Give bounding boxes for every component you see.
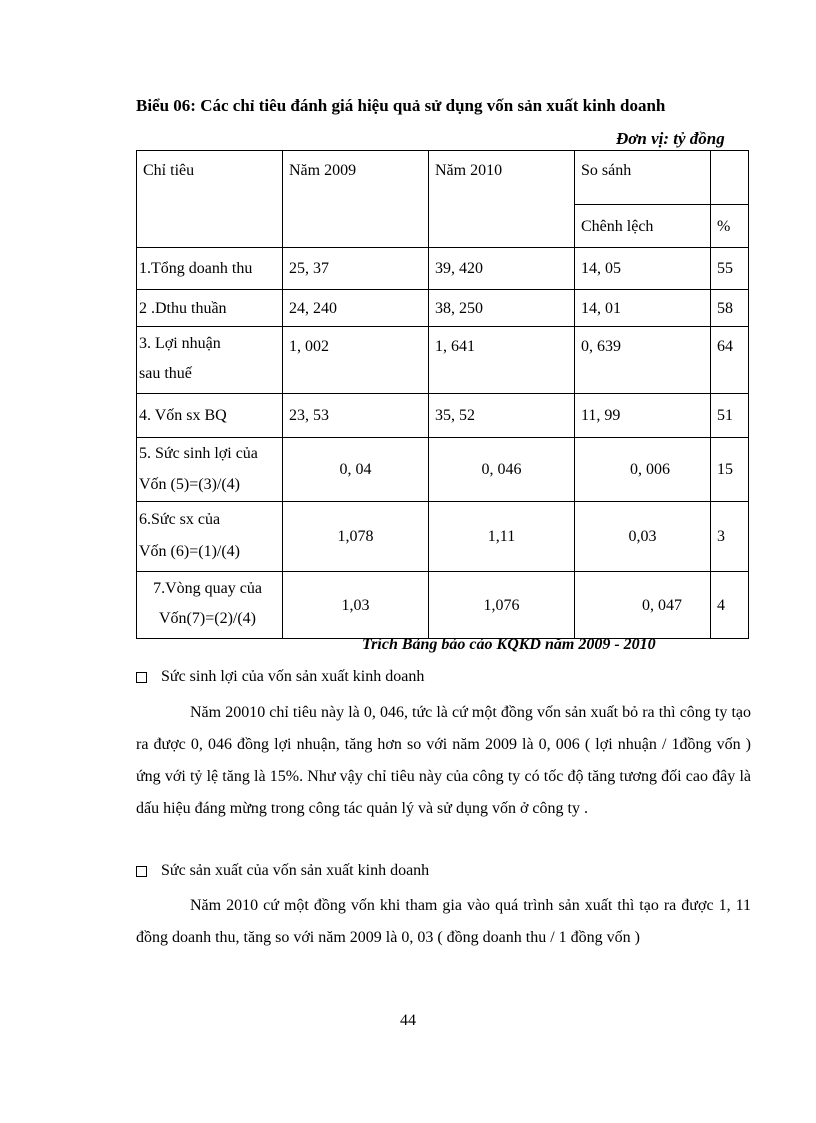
page-number: 44 xyxy=(400,1012,416,1029)
table-row xyxy=(137,438,749,502)
cell-2010: 35, 52 xyxy=(429,394,575,438)
table-row xyxy=(137,248,749,290)
row-label-line2: sau thuế xyxy=(139,365,192,382)
row-label-line1: 5. Sức sinh lợi của xyxy=(139,445,258,462)
table-row xyxy=(137,327,749,394)
cell-percent: 15 xyxy=(711,438,749,502)
table-row xyxy=(137,502,749,572)
cell-2010: 1, 641 xyxy=(429,327,575,394)
cell-diff: 0, 639 xyxy=(575,327,711,394)
section1-heading-text: Sức sinh lợi của vốn sản xuất kinh doanh xyxy=(161,668,425,685)
table-source: Trích Bảng báo cáo KQKD năm 2009 - 2010 xyxy=(362,636,656,653)
header-year-2010: Năm 2010 xyxy=(429,151,575,248)
row-label: 2 .Dthu thuần xyxy=(137,290,283,327)
row-label xyxy=(137,572,283,639)
row-label-line2: Vốn (6)=(1)/(4) xyxy=(139,543,240,560)
row-label-line1: 7.Vòng quay của xyxy=(153,580,262,597)
cell-diff: 14, 01 xyxy=(575,290,711,327)
row-label-line1: 3. Lợi nhuận xyxy=(139,335,221,352)
cell-2009: 1,078 xyxy=(283,502,429,572)
row-label: 4. Vốn sx BQ xyxy=(137,394,283,438)
unit-label: Đơn vị: tỷ đồng xyxy=(616,129,725,148)
row-label xyxy=(137,438,283,502)
efficiency-table xyxy=(136,150,749,639)
section2-paragraph: Năm 2010 cứ một đồng vốn khi tham gia vào quá trình sản xuất thì tạo ra được 1, 11 đồng doanh thu, tăng so với năm 2009 là 0, 03 ( đồng doanh thu / 1 đồng vốn ) xyxy=(136,897,751,946)
row-label xyxy=(137,327,283,394)
checkbox-bullet-icon xyxy=(136,672,147,683)
cell-2009: 25, 37 xyxy=(283,248,429,290)
section1-heading xyxy=(136,668,424,686)
cell-2010: 38, 250 xyxy=(429,290,575,327)
cell-diff: 0, 047 xyxy=(575,572,711,639)
checkbox-bullet-icon xyxy=(136,866,147,877)
section2-heading xyxy=(136,862,429,880)
cell-diff: 11, 99 xyxy=(575,394,711,438)
cell-percent: 3 xyxy=(711,502,749,572)
cell-2010: 39, 420 xyxy=(429,248,575,290)
cell-percent: 64 xyxy=(711,327,749,394)
cell-2010: 1,11 xyxy=(429,502,575,572)
row-label: 1.Tổng doanh thu xyxy=(137,248,283,290)
cell-diff: 0, 006 xyxy=(575,438,711,502)
table-row xyxy=(137,572,749,639)
cell-2009: 23, 53 xyxy=(283,394,429,438)
row-label-line2: Vốn (5)=(3)/(4) xyxy=(139,476,240,493)
cell-2009: 0, 04 xyxy=(283,438,429,502)
table-row xyxy=(137,394,749,438)
row-label-line1: 6.Sức sx của xyxy=(139,511,221,528)
header-percent: % xyxy=(711,205,749,248)
cell-2009: 24, 240 xyxy=(283,290,429,327)
cell-2009: 1,03 xyxy=(283,572,429,639)
cell-2010: 0, 046 xyxy=(429,438,575,502)
header-diff: Chênh lệch xyxy=(575,205,711,248)
cell-diff: 0,03 xyxy=(575,502,711,572)
header-compare: So sánh xyxy=(575,151,711,205)
cell-2010: 1,076 xyxy=(429,572,575,639)
cell-percent: 51 xyxy=(711,394,749,438)
row-label xyxy=(137,502,283,572)
section1-paragraph: Năm 20010 chỉ tiêu này là 0, 046, tức là cứ một đồng vốn sản xuất bỏ ra thì công ty tạo ra được 0, 046 đồng lợi nhuận, tăng hơn so với năm 2009 là 0, 006 ( lợi nhuận / 1đồng vốn ) ứng với tỷ lệ tăng là 15%. Như vậy chỉ tiêu này của công ty có tốc độ tăng tương đối cao đây là dấu hiệu đáng mừng trong công tác quản lý và sử dụng vốn ở công ty . xyxy=(136,704,751,817)
table-title: Biểu 06: Các chỉ tiêu đánh giá hiệu quả sử dụng vốn sản xuất kinh doanh xyxy=(136,96,666,115)
header-compare-blank xyxy=(711,151,749,205)
table-row xyxy=(137,290,749,327)
header-year-2009: Năm 2009 xyxy=(283,151,429,248)
section2-heading-text: Sức sản xuất của vốn sản xuất kinh doanh xyxy=(161,862,430,879)
cell-percent: 55 xyxy=(711,248,749,290)
row-label-line2: Vốn(7)=(2)/(4) xyxy=(159,610,256,627)
cell-percent: 4 xyxy=(711,572,749,639)
cell-diff: 14, 05 xyxy=(575,248,711,290)
header-indicator: Chỉ tiêu xyxy=(137,151,283,248)
cell-2009: 1, 002 xyxy=(283,327,429,394)
cell-percent: 58 xyxy=(711,290,749,327)
